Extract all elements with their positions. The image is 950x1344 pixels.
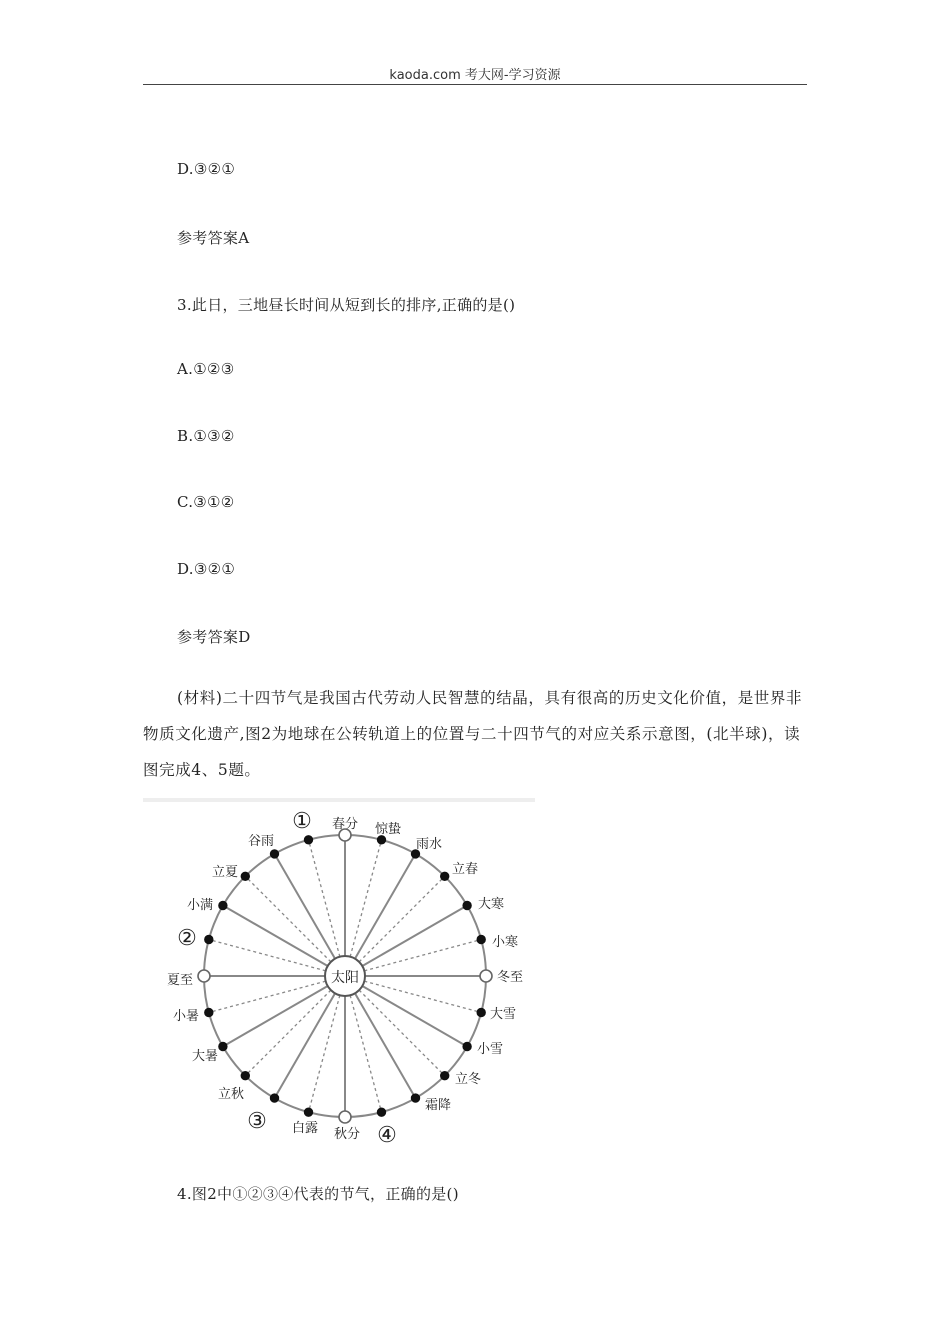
label-daxue: 大雪 [489, 1007, 517, 1022]
equinox-solstice-dot [480, 970, 492, 982]
spoke-line [275, 993, 336, 1098]
spoke-line [223, 906, 328, 967]
spoke-line [355, 993, 416, 1098]
label-lixia: 立夏 [211, 865, 239, 880]
marker-4: ④ [377, 1123, 397, 1148]
spoke-line [359, 990, 445, 1076]
term-dot [270, 1094, 278, 1102]
term-dot [219, 901, 227, 909]
label-spring-equinox: 春分 [331, 817, 359, 832]
sun-label: 太阳 [331, 970, 359, 986]
label-bailu: 白露 [291, 1121, 319, 1136]
label-lichun: 立春 [451, 862, 479, 877]
question-3: 3.此日，三地昼长时间从短到长的排序,正确的是() [177, 296, 516, 314]
term-dot [241, 872, 249, 880]
label-dahan: 大寒 [477, 897, 505, 912]
term-dot [377, 1108, 385, 1116]
solar-terms-diagram [143, 798, 538, 1158]
equinox-solstice-dot [198, 970, 210, 982]
term-dot [463, 1042, 471, 1050]
figure-top-edge [143, 798, 535, 802]
term-dot [411, 1094, 419, 1102]
marker-1: ① [292, 809, 312, 834]
term-dot [463, 901, 471, 909]
spoke-line [245, 876, 331, 962]
label-xiaoxue: 小雪 [476, 1042, 504, 1057]
spoke-line [223, 986, 328, 1047]
term-dot [441, 872, 449, 880]
answer-3: 参考答案D [177, 628, 251, 646]
label-summer-solstice: 夏至 [166, 973, 194, 988]
term-dot [304, 1108, 312, 1116]
marker-2: ② [177, 926, 197, 951]
option-c: C.③①② [177, 493, 235, 511]
option-d-prev: D.③②① [177, 160, 236, 178]
label-lidong: 立冬 [454, 1072, 482, 1087]
term-dot [241, 1072, 249, 1080]
label-xiaoshu: 小暑 [172, 1009, 200, 1024]
equinox-solstice-dot [339, 1111, 351, 1123]
term-dot [205, 1008, 213, 1016]
label-xiaoman: 小满 [186, 898, 214, 913]
spoke-line [362, 986, 467, 1047]
term-dot [477, 1008, 485, 1016]
spoke-line [245, 990, 331, 1076]
label-dashu: 大暑 [191, 1049, 219, 1064]
term-dot [304, 836, 312, 844]
marker-3: ③ [247, 1109, 267, 1134]
spoke-line [362, 906, 467, 967]
option-b: B.①③② [177, 427, 235, 445]
label-liqiu: 立秋 [217, 1087, 245, 1102]
label-xiaohan: 小寒 [491, 935, 519, 950]
label-winter-solstice: 冬至 [496, 970, 524, 985]
material-paragraph: (材料)二十四节气是我国古代劳动人民智慧的结晶，具有很高的历史文化价值，是世界非物质文化遗产,图2为地球在公转轨道上的位置与二十四节气的对应关系示意图，(北半球)，读图完成4、5题。 [143, 689, 803, 779]
term-dot [477, 935, 485, 943]
label-guyu: 谷雨 [247, 834, 275, 849]
term-dot [219, 1042, 227, 1050]
term-dot [441, 1072, 449, 1080]
header-divider [143, 84, 807, 85]
spoke-line [275, 854, 336, 959]
term-dot [205, 935, 213, 943]
option-d: D.③②① [177, 560, 236, 578]
label-yushui: 雨水 [415, 837, 443, 852]
term-dot [270, 850, 278, 858]
label-autumn-equinox: 秋分 [333, 1127, 361, 1142]
label-jingzhe: 惊蛰 [374, 822, 402, 837]
answer-2: 参考答案A [177, 229, 250, 247]
spoke-line [359, 876, 445, 962]
page-header-source: kaoda.com 考大网-学习资源 [389, 68, 561, 83]
option-a: A.①②③ [177, 360, 235, 378]
question-4: 4.图2中①②③④代表的节气，正确的是() [177, 1185, 459, 1203]
label-shuangjiang: 霜降 [424, 1098, 452, 1113]
spoke-line [355, 854, 416, 959]
